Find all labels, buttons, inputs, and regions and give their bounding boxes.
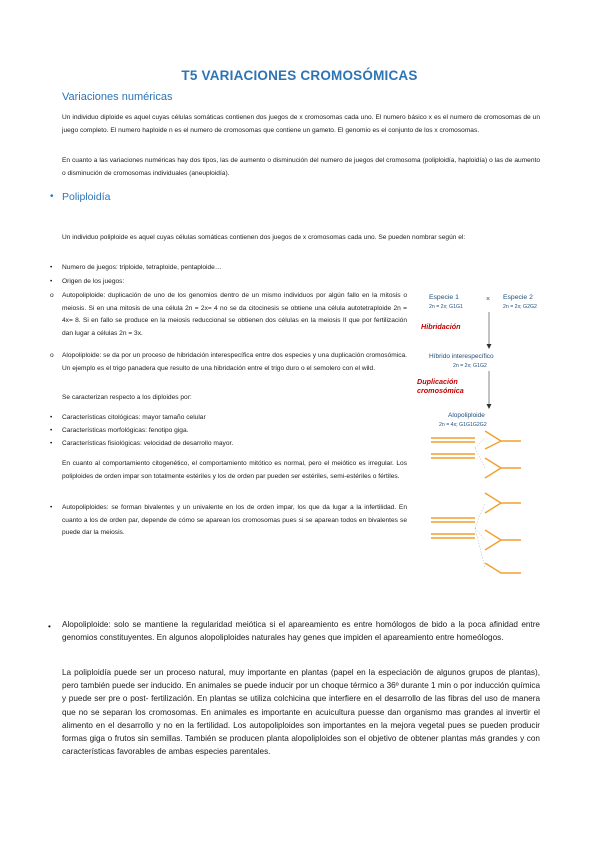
bullet-dot: • xyxy=(48,622,51,631)
alopoliploid-diagram xyxy=(415,288,555,578)
cromosomica-label: cromosómica xyxy=(417,386,464,395)
caract-intro: Se caracterizan respecto a los diploides por: xyxy=(62,394,192,401)
bullet-circle: o xyxy=(50,292,54,299)
paragraph-alopoliploide: Alopoliploide: se da por un proceso de hibridación interespecífica entre dos especies y una duplicación cromosómica. Un ejemplo es el trigo panadera que resulto de una hibridación entre el trigo duro o el semolero con el wild. xyxy=(62,352,407,372)
paragraph-poliploidia-final: La poliploidía puede ser un proceso natural, muy importante en plantas (papel en la especiación de algunos grupos de plantas), pero también puede ser inducido. En animales se puede inducir por un choque térmico a 36º durante 1 min o por inducción química y puede ser pre o post- fertilización. En plantas se utiliza colchicina que interfiere en el desarrollo de las fibras del uso de manera que no se separan los cromosomas. En animales es importante en acuicultura puesse dan organismo mas grandes al invertir el alimento en el desarrollo y no en la fertilidad. Los autopoliploides son importantes en la mejora vegetal pues se pueden producir formas giga o frutos sin semillas. También se producen planta alopoliploides son el objetivo de obtener plantas más grandes y con características favorables de ambas especies parentales. xyxy=(62,668,540,757)
especie1-label: Especie 1 xyxy=(429,294,459,301)
bullet-dot: • xyxy=(50,191,54,202)
paragraph-autopoliploide: Autopoliploide: duplicación de uno de los genomios dentro de un mismo individuos por algún fallo en la mitosis o meiosis. Si en una mitosis de una célula 2n = 2x= 4 no se da citocinesis se obtiene una célula autotetraploide 2n = 4x= 8. Si en fallo se produce en la meiosis reduccional se obtienen dos células en la meiosis II que por fertilización dan lugar a células 2n = 3x. xyxy=(62,292,407,337)
arrow-head xyxy=(487,404,492,409)
bullet-dot: • xyxy=(50,278,53,285)
list-item: Numero de juegos: triploide, tetraploide, pentaploide… xyxy=(62,264,222,271)
hibrido-label: Híbrido interespecífico xyxy=(429,353,494,360)
bullet-dot: • xyxy=(50,264,53,271)
list-item: Origen de los juegos: xyxy=(62,278,125,285)
list-item: Características morfológicas: fenotipo giga. xyxy=(62,427,189,434)
alopoliploide-formula: 2n = 4x; G1G1G2G2 xyxy=(439,422,487,428)
paragraph-diploide: Un individuo diploide es aquel cuyas células somáticas contienen dos juegos de x cromosomas cada uno. El numero básico x es el numero de cromosomas de un juego completo. El numero haploide n es el numero de cromosomas que contiene un gameto. El genomio es el conjunto de los x cromosomas. xyxy=(62,114,540,134)
page-title: T5 VARIACIONES CROMOSÓMICAS xyxy=(181,68,418,83)
paragraph-poliploide-intro: Un individuo poliploide es aquel cuyas células somáticas contienen dos juegos de x cromosomas cada uno. Se pueden nombrar según el: xyxy=(62,234,466,241)
bullet-dot: • xyxy=(50,504,53,511)
pairing-guides xyxy=(475,438,485,568)
list-item: Características fisiológicas: velocidad de desarrollo mayor. xyxy=(62,440,234,447)
especie2-label: Especie 2 xyxy=(503,294,533,301)
chromosome-pairing-top xyxy=(431,431,521,478)
chromosome-pairing-bottom xyxy=(431,493,521,573)
paragraph-alopoliploide-meiosis: Alopoliploide: solo se mantiene la regularidad meiótica si el apareamiento es entre homólogos de bido a la poca afinidad entre genomios constituyentes. En algunos alopoliploides naturales hay genes que impiden el apareamiento entre homeólogos. xyxy=(62,620,540,643)
duplicacion-label: Duplicación xyxy=(417,377,458,386)
bullet-circle: o xyxy=(50,352,54,359)
bullet-dot: • xyxy=(50,414,53,421)
especie2-formula: 2n = 2x; G2G2 xyxy=(503,304,537,310)
paragraph-variaciones: En cuanto a las variaciones numéricas hay dos tipos, las de aumento o disminución del numero de juegos del cromosoma (poliploidía, haploidía) o las de aumento o disminución de cromosomas individuales (aneuploidía). xyxy=(62,157,540,177)
cross-symbol: × xyxy=(486,296,491,303)
especie1-formula: 2n = 2x; G1G1 xyxy=(429,304,463,310)
paragraph-comportamiento: En cuanto al comportamiento citogenético, el comportamiento mitótico es normal, pero el meiótico es irregular. Los poliploides de orden impar son totalmente estériles y los de orden par pueden ser estériles, semi-estériles o fértiles. xyxy=(62,460,407,480)
bullet-dot: • xyxy=(50,440,53,447)
paragraph-autopoliploides: Autopoliploides: se forman bivalentes y un univalente en los de orden impar, los que da lugar a la infertilidad. En cuanto a los de orden par, depende de cómo se aparean los cromosomas pues si se aparean todos en bivalentes se puede dar la meiosis. xyxy=(62,504,407,536)
hibridacion-label: Hibridación xyxy=(421,322,461,331)
hibrido-formula: 2n = 2x; G1G2 xyxy=(453,363,487,369)
alopoliploide-label: Alopoliploide xyxy=(448,412,485,419)
bullet-dot: • xyxy=(50,427,53,434)
list-item: Características citológicas: mayor tamaño celular xyxy=(62,414,206,421)
section-heading-variaciones: Variaciones numéricas xyxy=(62,91,173,103)
section-heading-poliploidia: Poliploidía xyxy=(62,191,111,203)
arrow-head xyxy=(487,344,492,349)
